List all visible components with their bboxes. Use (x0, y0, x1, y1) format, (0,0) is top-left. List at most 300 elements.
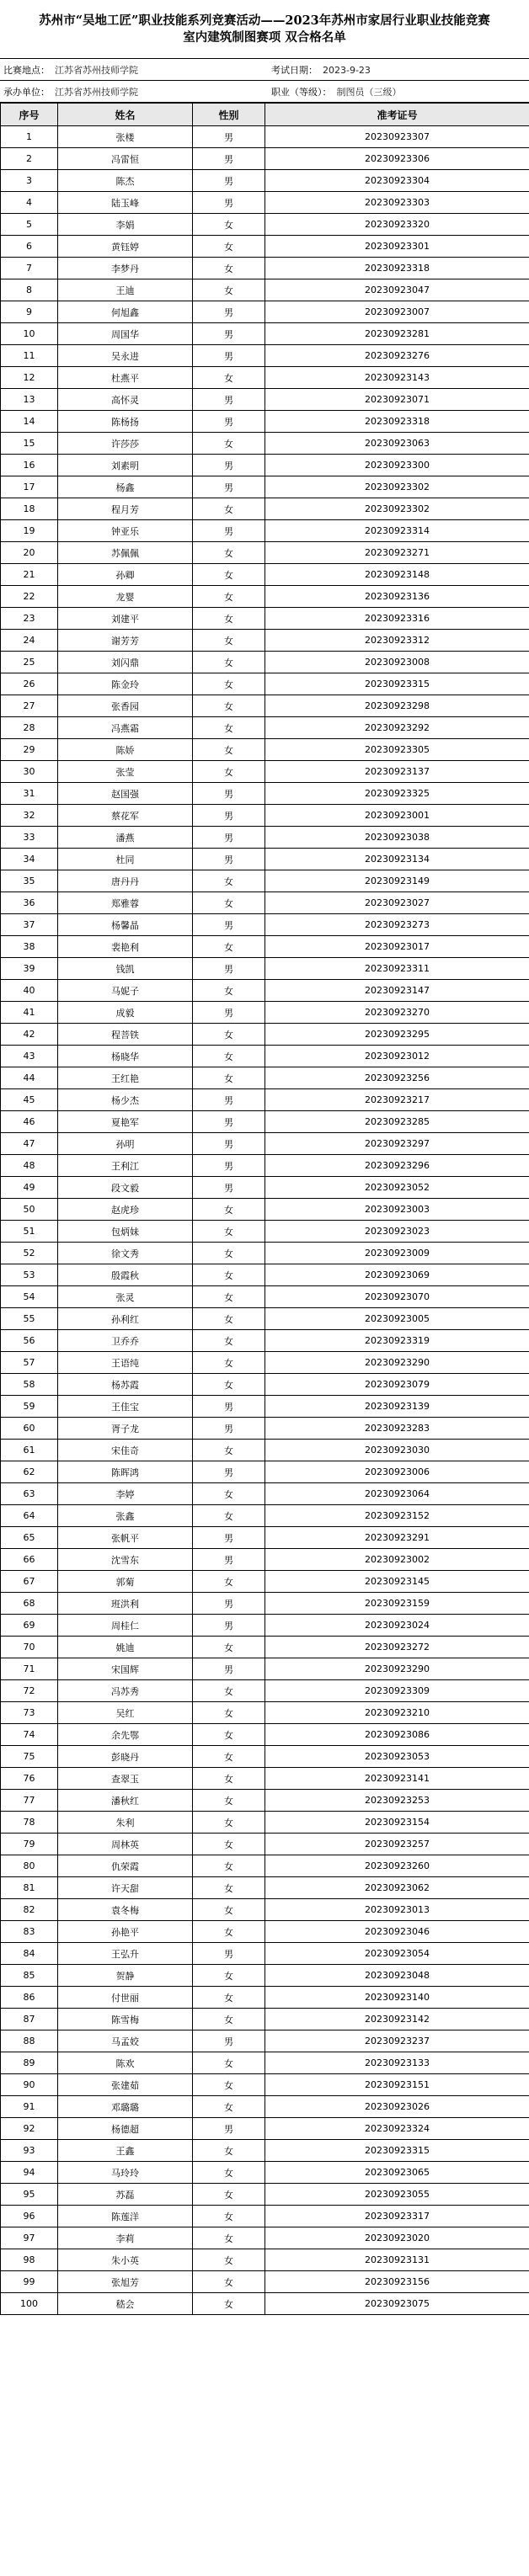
cell-name: 吴永进 (58, 345, 193, 367)
table-row (1, 783, 529, 805)
cell-name: 周桂仁 (58, 1615, 193, 1637)
cell-ticket-number: 20230923159 (265, 1593, 529, 1615)
table-row (1, 1680, 529, 1702)
cell-index: 42 (1, 1024, 58, 1046)
cell-gender: 女 (193, 2271, 265, 2293)
header-index: 序号 (1, 104, 58, 126)
cell-gender: 男 (193, 849, 265, 870)
cell-gender: 男 (193, 520, 265, 542)
table-row (1, 2030, 529, 2052)
table-row (1, 498, 529, 520)
cell-name: 郑雅蓉 (58, 892, 193, 914)
cell-index: 98 (1, 2249, 58, 2271)
cell-name: 许天甜 (58, 1877, 193, 1899)
table-row (1, 849, 529, 870)
table-row (1, 2184, 529, 2206)
table-row (1, 1177, 529, 1199)
cell-gender: 女 (193, 1965, 265, 1987)
organizer-cell (0, 85, 268, 98)
cell-ticket-number: 20230923309 (265, 1680, 529, 1702)
cell-index: 68 (1, 1593, 58, 1615)
table-row (1, 367, 529, 389)
info-row-venue (0, 59, 529, 81)
cell-ticket-number: 20230923086 (265, 1724, 529, 1746)
cell-ticket-number: 20230923142 (265, 2009, 529, 2030)
header-gender: 性别 (193, 104, 265, 126)
cell-gender: 女 (193, 1637, 265, 1658)
cell-gender: 男 (193, 301, 265, 323)
cell-name: 陈晖鸿 (58, 1461, 193, 1483)
table-row (1, 1615, 529, 1637)
table-row (1, 652, 529, 673)
cell-gender: 男 (193, 958, 265, 980)
info-row-organizer (0, 81, 529, 103)
date-cell (268, 63, 529, 77)
cell-gender: 女 (193, 367, 265, 389)
cell-index: 81 (1, 1877, 58, 1899)
level-value: 制图员（三级） (336, 86, 402, 98)
cell-ticket-number: 20230923148 (265, 564, 529, 586)
cell-name: 马孟姣 (58, 2030, 193, 2052)
cell-index: 78 (1, 1812, 58, 1834)
cell-index: 11 (1, 345, 58, 367)
cell-gender: 女 (193, 2096, 265, 2118)
cell-gender: 男 (193, 1396, 265, 1418)
cell-ticket-number: 20230923063 (265, 433, 529, 455)
cell-name: 徐文秀 (58, 1243, 193, 1264)
cell-index: 85 (1, 1965, 58, 1987)
cell-gender: 男 (193, 148, 265, 170)
cell-gender: 女 (193, 892, 265, 914)
cell-gender: 男 (193, 1111, 265, 1133)
cell-index: 20 (1, 542, 58, 564)
cell-index: 46 (1, 1111, 58, 1133)
cell-ticket-number: 20230923304 (265, 170, 529, 192)
cell-index: 18 (1, 498, 58, 520)
cell-index: 45 (1, 1089, 58, 1111)
cell-ticket-number: 20230923147 (265, 980, 529, 1002)
cell-name: 李婷 (58, 1483, 193, 1505)
table-row (1, 1790, 529, 1812)
cell-name: 程菩铁 (58, 1024, 193, 1046)
cell-gender: 男 (193, 1418, 265, 1440)
cell-ticket-number: 20230923008 (265, 652, 529, 673)
cell-index: 74 (1, 1724, 58, 1746)
cell-ticket-number: 20230923281 (265, 323, 529, 345)
cell-ticket-number: 20230923273 (265, 914, 529, 936)
cell-ticket-number: 20230923312 (265, 630, 529, 652)
cell-name: 程月芳 (58, 498, 193, 520)
cell-gender: 女 (193, 1790, 265, 1812)
table-row (1, 805, 529, 827)
cell-ticket-number: 20230923131 (265, 2249, 529, 2271)
cell-ticket-number: 20230923027 (265, 892, 529, 914)
cell-ticket-number: 20230923283 (265, 1418, 529, 1440)
header-ticket-number: 准考证号 (265, 104, 529, 126)
header-name: 姓名 (58, 104, 193, 126)
cell-ticket-number: 20230923149 (265, 870, 529, 892)
cell-gender: 男 (193, 389, 265, 411)
cell-ticket-number: 20230923006 (265, 1461, 529, 1483)
table-row (1, 192, 529, 214)
cell-ticket-number: 20230923271 (265, 542, 529, 564)
cell-ticket-number: 20230923052 (265, 1177, 529, 1199)
cell-ticket-number: 20230923291 (265, 1527, 529, 1549)
cell-index: 76 (1, 1768, 58, 1790)
cell-ticket-number: 20230923038 (265, 827, 529, 849)
table-row (1, 1046, 529, 1067)
cell-gender: 女 (193, 258, 265, 279)
cell-gender: 女 (193, 2162, 265, 2184)
table-row (1, 1812, 529, 1834)
candidate-table (0, 103, 529, 2315)
table-row (1, 1921, 529, 1943)
table-row (1, 980, 529, 1002)
cell-ticket-number: 20230923257 (265, 1834, 529, 1855)
cell-name: 王鑫 (58, 2140, 193, 2162)
cell-ticket-number: 20230923145 (265, 1571, 529, 1593)
table-row (1, 279, 529, 301)
cell-index: 67 (1, 1571, 58, 1593)
cell-gender: 女 (193, 695, 265, 717)
cell-ticket-number: 20230923075 (265, 2293, 529, 2315)
cell-index: 64 (1, 1505, 58, 1527)
cell-index: 72 (1, 1680, 58, 1702)
cell-name: 杨德超 (58, 2118, 193, 2140)
cell-ticket-number: 20230923302 (265, 476, 529, 498)
cell-ticket-number: 20230923048 (265, 1965, 529, 1987)
cell-gender: 男 (193, 1549, 265, 1571)
cell-index: 59 (1, 1396, 58, 1418)
cell-gender: 女 (193, 1352, 265, 1374)
cell-index: 83 (1, 1921, 58, 1943)
cell-index: 71 (1, 1658, 58, 1680)
cell-name: 裴艳利 (58, 936, 193, 958)
cell-ticket-number: 20230923143 (265, 367, 529, 389)
venue-label: 比赛地点： (3, 64, 50, 76)
cell-ticket-number: 20230923290 (265, 1658, 529, 1680)
table-row (1, 1330, 529, 1352)
table-row (1, 739, 529, 761)
cell-gender: 女 (193, 2227, 265, 2249)
cell-gender: 女 (193, 1855, 265, 1877)
table-row (1, 1505, 529, 1527)
table-row (1, 892, 529, 914)
cell-name: 胥子龙 (58, 1418, 193, 1440)
cell-index: 34 (1, 849, 58, 870)
cell-ticket-number: 20230923030 (265, 1440, 529, 1461)
cell-gender: 女 (193, 586, 265, 608)
cell-name: 班洪利 (58, 1593, 193, 1615)
date-value: 2023-9-23 (323, 64, 371, 76)
table-row (1, 476, 529, 498)
cell-index: 26 (1, 673, 58, 695)
cell-ticket-number: 20230923064 (265, 1483, 529, 1505)
cell-index: 38 (1, 936, 58, 958)
cell-name: 冯燕霜 (58, 717, 193, 739)
cell-index: 9 (1, 301, 58, 323)
cell-ticket-number: 20230923307 (265, 126, 529, 148)
cell-gender: 男 (193, 2030, 265, 2052)
table-row (1, 1111, 529, 1133)
cell-name: 陈欢 (58, 2052, 193, 2074)
cell-gender: 女 (193, 1483, 265, 1505)
cell-gender: 女 (193, 630, 265, 652)
level-cell (268, 85, 529, 98)
cell-ticket-number: 20230923314 (265, 520, 529, 542)
table-row (1, 2249, 529, 2271)
cell-index: 95 (1, 2184, 58, 2206)
cell-ticket-number: 20230923005 (265, 1308, 529, 1330)
cell-ticket-number: 20230923069 (265, 1264, 529, 1286)
cell-index: 77 (1, 1790, 58, 1812)
cell-gender: 女 (193, 1702, 265, 1724)
table-row (1, 1243, 529, 1264)
table-row (1, 170, 529, 192)
cell-gender: 女 (193, 1199, 265, 1221)
table-row (1, 236, 529, 258)
cell-index: 2 (1, 148, 58, 170)
cell-ticket-number: 20230923256 (265, 1067, 529, 1089)
cell-index: 66 (1, 1549, 58, 1571)
cell-gender: 男 (193, 1002, 265, 1024)
cell-ticket-number: 20230923139 (265, 1396, 529, 1418)
cell-name: 张莹 (58, 761, 193, 783)
cell-name: 赵国强 (58, 783, 193, 805)
table-row (1, 564, 529, 586)
table-row (1, 1418, 529, 1440)
venue-cell (0, 63, 268, 77)
cell-index: 87 (1, 2009, 58, 2030)
table-row (1, 1877, 529, 1899)
cell-index: 70 (1, 1637, 58, 1658)
cell-index: 31 (1, 783, 58, 805)
cell-gender: 男 (193, 455, 265, 476)
table-row (1, 1002, 529, 1024)
cell-index: 25 (1, 652, 58, 673)
table-row (1, 695, 529, 717)
table-row (1, 1024, 529, 1046)
table-row (1, 2118, 529, 2140)
cell-ticket-number: 20230923136 (265, 586, 529, 608)
cell-ticket-number: 20230923318 (265, 258, 529, 279)
cell-name: 陈金玲 (58, 673, 193, 695)
cell-ticket-number: 20230923318 (265, 411, 529, 433)
table-body (1, 126, 529, 2315)
cell-ticket-number: 20230923003 (265, 1199, 529, 1221)
cell-ticket-number: 20230923156 (265, 2271, 529, 2293)
cell-name: 朱利 (58, 1812, 193, 1834)
cell-name: 周林英 (58, 1834, 193, 1855)
cell-ticket-number: 20230923320 (265, 214, 529, 236)
cell-gender: 女 (193, 673, 265, 695)
table-row (1, 1855, 529, 1877)
table-row (1, 389, 529, 411)
table-row (1, 126, 529, 148)
cell-ticket-number: 20230923311 (265, 958, 529, 980)
cell-gender: 女 (193, 2052, 265, 2074)
cell-gender: 男 (193, 1943, 265, 1965)
cell-ticket-number: 20230923140 (265, 1987, 529, 2009)
cell-ticket-number: 20230923290 (265, 1352, 529, 1374)
cell-index: 24 (1, 630, 58, 652)
cell-index: 21 (1, 564, 58, 586)
cell-name: 陈娇 (58, 739, 193, 761)
cell-gender: 女 (193, 1877, 265, 1899)
cell-index: 96 (1, 2206, 58, 2227)
table-row (1, 1461, 529, 1483)
cell-name: 邓璐璐 (58, 2096, 193, 2118)
cell-index: 47 (1, 1133, 58, 1155)
cell-name: 张建茹 (58, 2074, 193, 2096)
cell-name: 蔡花军 (58, 805, 193, 827)
cell-name: 朱小英 (58, 2249, 193, 2271)
cell-gender: 女 (193, 1987, 265, 2009)
table-row (1, 2009, 529, 2030)
cell-index: 37 (1, 914, 58, 936)
document-title (0, 0, 529, 59)
cell-gender: 女 (193, 1724, 265, 1746)
table-row (1, 870, 529, 892)
cell-ticket-number: 20230923002 (265, 1549, 529, 1571)
cell-ticket-number: 20230923001 (265, 805, 529, 827)
cell-ticket-number: 20230923046 (265, 1921, 529, 1943)
cell-name: 张灵 (58, 1286, 193, 1308)
table-row (1, 1571, 529, 1593)
cell-index: 82 (1, 1899, 58, 1921)
cell-gender: 女 (193, 1921, 265, 1943)
cell-index: 40 (1, 980, 58, 1002)
cell-name: 杜燕平 (58, 367, 193, 389)
cell-gender: 女 (193, 2009, 265, 2030)
cell-name: 郭菊 (58, 1571, 193, 1593)
cell-gender: 女 (193, 279, 265, 301)
cell-index: 99 (1, 2271, 58, 2293)
table-row (1, 1440, 529, 1461)
cell-ticket-number: 20230923217 (265, 1089, 529, 1111)
table-row (1, 1089, 529, 1111)
cell-ticket-number: 20230923319 (265, 1330, 529, 1352)
cell-index: 29 (1, 739, 58, 761)
cell-name: 刘建平 (58, 608, 193, 630)
cell-name: 李莉 (58, 2227, 193, 2249)
table-row (1, 1702, 529, 1724)
cell-name: 周国华 (58, 323, 193, 345)
cell-name: 彭晓丹 (58, 1746, 193, 1768)
cell-index: 100 (1, 2293, 58, 2315)
cell-gender: 男 (193, 1527, 265, 1549)
cell-ticket-number: 20230923300 (265, 455, 529, 476)
cell-name: 许莎莎 (58, 433, 193, 455)
cell-index: 58 (1, 1374, 58, 1396)
table-row (1, 1637, 529, 1658)
table-row (1, 1746, 529, 1768)
cell-gender: 女 (193, 2293, 265, 2315)
table-row (1, 1943, 529, 1965)
cell-name: 付世丽 (58, 1987, 193, 2009)
title-line-1: 苏州市“吴地工匠”职业技能系列竞赛活动——2023年苏州市家居行业职业技能竞赛 (39, 13, 490, 28)
table-row (1, 1834, 529, 1855)
cell-ticket-number: 20230923062 (265, 1877, 529, 1899)
cell-gender: 女 (193, 2184, 265, 2206)
table-row (1, 2293, 529, 2315)
cell-index: 27 (1, 695, 58, 717)
cell-name: 张旭芳 (58, 2271, 193, 2293)
cell-name: 钟亚乐 (58, 520, 193, 542)
cell-name: 潘燕 (58, 827, 193, 849)
table-row (1, 2271, 529, 2293)
cell-name: 宋国辉 (58, 1658, 193, 1680)
cell-ticket-number: 20230923020 (265, 2227, 529, 2249)
cell-name: 杨少杰 (58, 1089, 193, 1111)
table-row (1, 1396, 529, 1418)
cell-gender: 男 (193, 914, 265, 936)
cell-name: 杜同 (58, 849, 193, 870)
cell-index: 75 (1, 1746, 58, 1768)
table-row (1, 1987, 529, 2009)
cell-name: 沈雪东 (58, 1549, 193, 1571)
cell-name: 杨苏霞 (58, 1374, 193, 1396)
table-row (1, 761, 529, 783)
cell-ticket-number: 20230923065 (265, 2162, 529, 2184)
cell-gender: 男 (193, 827, 265, 849)
table-row (1, 301, 529, 323)
cell-index: 8 (1, 279, 58, 301)
table-row (1, 1899, 529, 1921)
table-row (1, 323, 529, 345)
cell-gender: 男 (193, 192, 265, 214)
cell-ticket-number: 20230923024 (265, 1615, 529, 1637)
cell-ticket-number: 20230923272 (265, 1637, 529, 1658)
cell-index: 43 (1, 1046, 58, 1067)
cell-index: 36 (1, 892, 58, 914)
cell-ticket-number: 20230923012 (265, 1046, 529, 1067)
table-row (1, 1199, 529, 1221)
table-header (1, 104, 529, 126)
cell-index: 32 (1, 805, 58, 827)
cell-index: 94 (1, 2162, 58, 2184)
cell-name: 杨馨晶 (58, 914, 193, 936)
cell-ticket-number: 20230923317 (265, 2206, 529, 2227)
organizer-value: 江苏省苏州技师学院 (55, 86, 138, 98)
cell-gender: 女 (193, 1571, 265, 1593)
cell-name: 陈杨扬 (58, 411, 193, 433)
table-row (1, 673, 529, 695)
cell-gender: 女 (193, 1067, 265, 1089)
cell-name: 姚迪 (58, 1637, 193, 1658)
table-row (1, 214, 529, 236)
cell-name: 张楼 (58, 126, 193, 148)
cell-ticket-number: 20230923055 (265, 2184, 529, 2206)
cell-index: 5 (1, 214, 58, 236)
table-row (1, 1155, 529, 1177)
cell-gender: 女 (193, 542, 265, 564)
cell-index: 93 (1, 2140, 58, 2162)
table-row (1, 1965, 529, 1987)
table-row (1, 1221, 529, 1243)
cell-ticket-number: 20230923026 (265, 2096, 529, 2118)
cell-gender: 女 (193, 1746, 265, 1768)
table-row (1, 345, 529, 367)
cell-name: 张香园 (58, 695, 193, 717)
cell-ticket-number: 20230923297 (265, 1133, 529, 1155)
table-row (1, 2096, 529, 2118)
cell-ticket-number: 20230923141 (265, 1768, 529, 1790)
cell-index: 1 (1, 126, 58, 148)
cell-name: 孙明 (58, 1133, 193, 1155)
table-row (1, 958, 529, 980)
cell-index: 90 (1, 2074, 58, 2096)
